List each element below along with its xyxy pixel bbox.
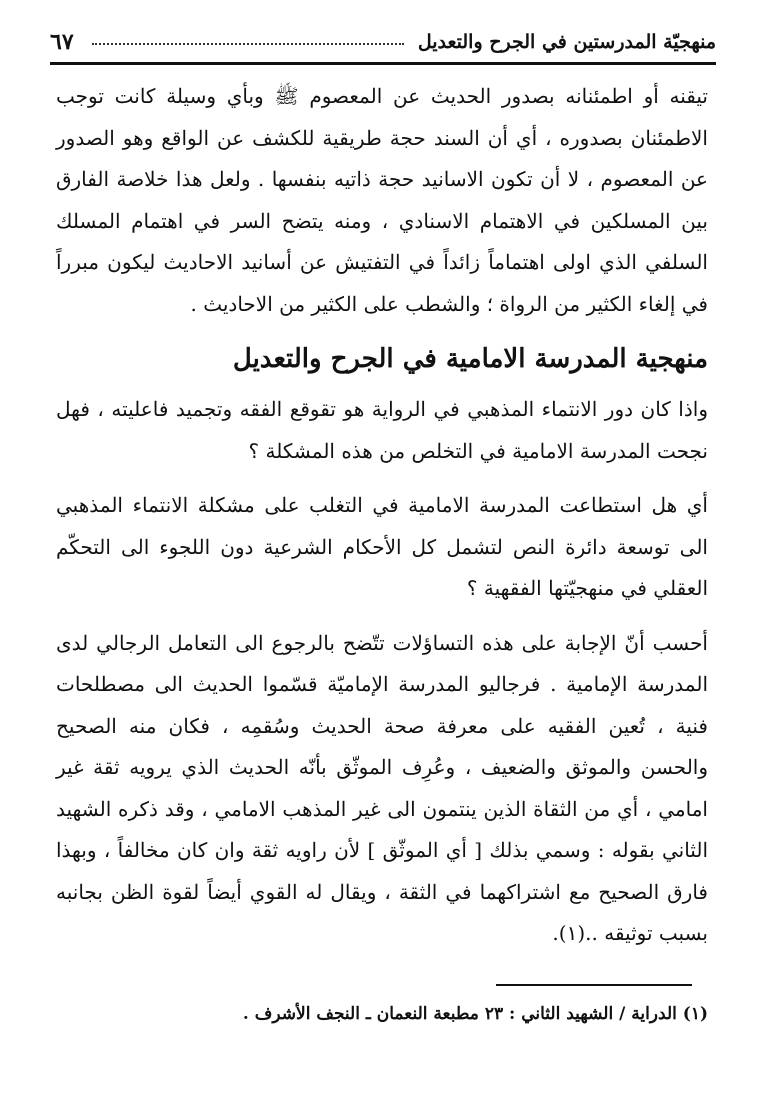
paragraph-4: أحسب أنّ الإجابة على هذه التساؤلات تتّضح بالرجوع الى التعامل الرجالي لدى المدرسة الإمامية . فرجاليو المدرسة الإماميّة قسّموا الحديث الى مصطلحات فنية ، تُعين الفقيه على معرفة صحة الحديث وسُقمِه ، فكان منه الصحيح والحسن والموثق والضعيف ، وعُرِف الموثّق بأنّه الحديث الذي يرويه ثقة غير امامي ، أي من الثقاة الذين ينتمون الى غير المذهب الامامي ، وقد ذكره الشهيد الثاني بقوله : وسمي بذلك [ أي الموثّق ] لأن راويه ثقة وان كان مخالفاً ، وبهذا فارق الصحيح مع اشتراكهما في الثقة ، ويقال له القوي أيضاً لقوة الظن بجانبه بسبب توثيقه ..(١). xyxy=(56,630,708,945)
header-dot-leader xyxy=(92,31,404,45)
header-title: منهجيّة المدرستين في الجرح والتعديل xyxy=(417,31,716,53)
paragraph-1: تيقنه أو اطمئنانه بصدور الحديث عن المعصوم ﷺ وبأي وسيلة كانت توجب الاطمئنان بصدوره ، أي أن السند حجة طريقية للكشف عن الواقع وهو الصدور عن المعصوم ، لا أن تكون الاسانيد حجة ذاتيه بنفسها . ولعل هذا خلاصة الفارق بين المسلكين في الاهتمام الاسنادي ، ومنه يتضح السر في اهتمام المسلك السلفي الذي اولى اهتماماً زائداً في التفتيش عن أسانيد الاحاديث ليكون مبرراً في إلغاء الكثير من الرواة ؛ والشطب على الكثير من الاحاديث . xyxy=(56,84,709,316)
page-body xyxy=(56,76,708,955)
page-number: ٦٧ xyxy=(50,29,74,55)
section-heading: منهجية المدرسة الامامية في الجرح والتعديل xyxy=(232,344,708,374)
paragraph-3: أي هل استطاعت المدرسة الامامية في التغلب على مشكلة الانتماء المذهبي الى توسعة دائرة النص لتشمل كل الأحكام الشرعية دون اللجوء الى التحكّم العقلي في منهجيّتها الفقهية ؟ xyxy=(56,493,708,600)
paragraph-2: واذا كان دور الانتماء المذهبي في الرواية هو تقوقع الفقه وتجميد فاعليته ، فهل نجحت المدرسة الامامية في التخلص من هذه المشكلة ؟ xyxy=(56,397,708,463)
footnote: (١) الدراية / الشهيد الثاني : ٢٣ مطبعة النعمان ـ النجف الأشرف . xyxy=(242,1004,708,1024)
footnote-separator xyxy=(496,984,692,986)
running-header xyxy=(50,22,716,65)
